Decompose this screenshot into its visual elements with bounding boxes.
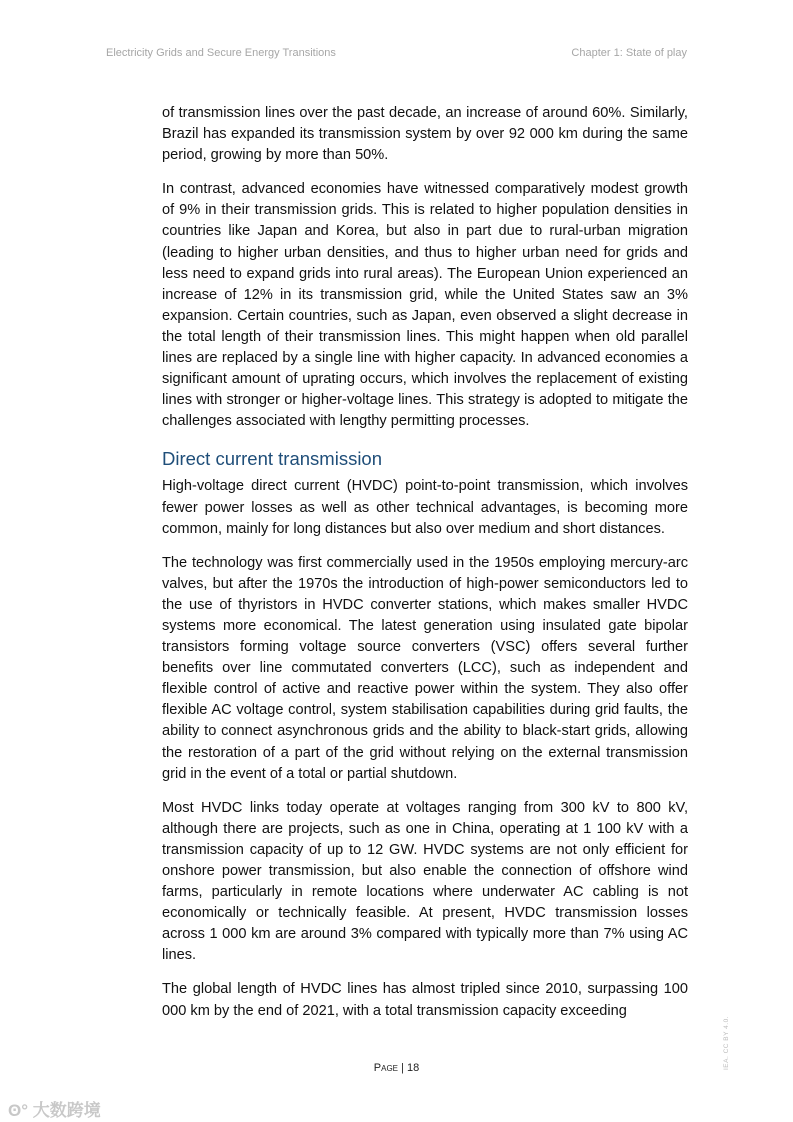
page-label: Page [373,1062,398,1074]
paragraph: High-voltage direct current (HVDC) point-to-point transmission, which involves fewer power losses as well as other technical advantages, is becoming more common, mainly for long distances but also over medium and short distances. [162,478,688,537]
page-number: 18 [406,1062,420,1074]
paragraph: of transmission lines over the past decade, an increase of around 60%. Similarly, Brazil has expanded its transmission system by over 92 000 km during the same period, growing by more than 50%. [162,105,688,164]
section-heading: Direct current transmission [162,448,383,470]
paragraph: In contrast, advanced economies have witnessed comparatively modest growth of 9% in their transmission grids. This is related to higher population densities in countries like Japan and Korea, but also in part due to rural-urban migration (leading to higher urban densities, and thus to higher urban need for grids and less need to expand grids into rural areas). The European Union experienced an increase of 12% in its transmission grid, while the United States saw an 3% expansion. Certain countries, such as Japan, even observed a slight decrease in the total length of their transmission lines. This might happen when old parallel lines are replaced by a single line with higher capacity. In advanced economies a significant amount of uprating occurs, which involves the replacement of existing lines with stronger or higher-voltage lines. This strategy is adopted to mitigate the challenges associated with lengthy permitting processes. [162,181,688,430]
paragraph: Most HVDC links today operate at voltages ranging from 300 kV to 800 kV, although there are projects, such as one in China, operating at 1 100 kV with a transmission capacity of up to 12 GW. HVDC systems are not only efficient for onshore power transmission, but also enable the connection of offshore wind farms, particularly in remote locations where underwater AC cabling is not economically or technically feasible. At present, HVDC transmission losses across 1 000 km are around 3% compared with typically more than 7% using AC lines. [162,799,688,964]
watermark-icon: ʘ° [8,1101,33,1120]
page-separator: | [398,1062,407,1074]
license-note: IEA. CC BY 4.0. [723,1016,730,1070]
watermark-logo [8,1096,101,1121]
paragraph: The technology was first commercially used in the 1950s employing mercury-arc valves, but after the 1970s the introduction of high-power semiconductors led to the use of thyristors in HVDC converter stations, which makes smaller HVDC systems more economical. The latest generation using insulated gate bipolar transistors forming voltage source converters (VSC) offers several further benefits over line commutated converters (LCC), such as independent and flexible control of active and reactive power within the system. They also offer flexible AC voltage control, system stabilisation capabilities during grid faults, the ability to connect asynchronous grids and the ability to black-start grids, allowing the restoration of a part of the grid without relying on the external transmission grid in the event of a total or partial shutdown. [162,554,688,782]
page-body [162,103,688,1035]
paragraph: The global length of HVDC lines has almost tripled since 2010, surpassing 100 000 km by the end of 2021, with a total transmission capacity exceeding [162,981,688,1019]
running-header-title: Electricity Grids and Secure Energy Transitions [106,47,336,59]
watermark-text: 大数跨境 [32,1101,101,1120]
page-footer [0,1062,793,1074]
running-header-chapter: Chapter 1: State of play [571,47,687,59]
